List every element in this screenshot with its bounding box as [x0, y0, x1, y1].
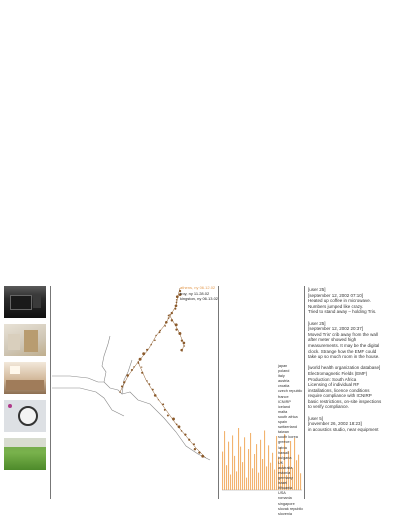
observation-log — [308, 287, 396, 438]
track-point — [146, 349, 148, 351]
track-point — [176, 299, 177, 300]
bar — [262, 459, 263, 490]
country-item[interactable]: japan — [278, 364, 288, 368]
country-item[interactable]: croatia — [278, 384, 290, 389]
country-item[interactable]: greece — [278, 440, 290, 445]
country-item[interactable]: italy — [278, 374, 285, 379]
country-item[interactable]: singapore — [278, 501, 295, 506]
track-point — [168, 315, 170, 317]
country-item[interactable]: bulgaria — [278, 455, 292, 460]
track-point — [131, 369, 133, 371]
track-point — [181, 430, 183, 432]
country-item[interactable]: USA — [278, 491, 286, 496]
track-point — [154, 394, 157, 397]
track-point — [159, 331, 161, 333]
country-item[interactable]: south africa — [278, 414, 298, 419]
legend-entry-kingston[interactable]: kingston, ny 06.13.02 — [180, 296, 219, 301]
track-point — [193, 443, 195, 445]
track-point — [158, 399, 159, 400]
map-outline — [52, 336, 210, 460]
country-item[interactable]: romania — [278, 496, 292, 501]
bar — [264, 430, 265, 490]
bar — [222, 452, 223, 490]
legend-entry-troy[interactable]: troy, ny 11.28.02 — [180, 290, 210, 296]
legend — [180, 285, 218, 302]
track-point — [188, 439, 190, 441]
country-item[interactable]: malta — [278, 409, 288, 414]
track-point — [175, 328, 177, 330]
bar — [250, 433, 251, 490]
track-point — [121, 385, 123, 387]
country-item[interactable]: australia — [278, 465, 293, 470]
country-item[interactable]: austria — [278, 379, 290, 384]
track-point — [162, 403, 164, 405]
log-entry: [user 25] [september 12, 2002 07:10] Heated up coffee in microwave. Numbers jumped like crazy. Tried to stand away – holding Tris. — [308, 287, 377, 315]
country-item[interactable]: germany — [278, 476, 293, 481]
country-item[interactable]: lithuania — [278, 486, 293, 491]
bar — [274, 470, 275, 490]
track-point — [159, 330, 161, 332]
track-point — [167, 414, 169, 416]
track-point — [165, 321, 168, 324]
bar — [256, 444, 257, 490]
track-point — [178, 425, 181, 428]
track-point — [133, 366, 134, 367]
bar — [252, 468, 253, 490]
bar — [238, 428, 239, 490]
track-point — [181, 339, 183, 341]
track-point — [174, 308, 176, 310]
legend-entry-athens[interactable]: athens, ny 06.12.02 — [180, 285, 216, 290]
track-point — [119, 392, 120, 393]
bar — [272, 453, 273, 490]
country-item[interactable]: israel — [278, 481, 288, 486]
bar — [234, 456, 235, 490]
bar — [230, 475, 231, 491]
country-item[interactable]: latvia — [278, 445, 287, 450]
track-point — [171, 319, 173, 321]
bar — [248, 449, 249, 490]
country-item[interactable]: ICNIRP — [278, 399, 291, 404]
track-point — [152, 389, 154, 391]
country-item[interactable]: iceland — [278, 404, 291, 409]
bar — [244, 437, 245, 490]
bar — [236, 471, 237, 490]
bar — [270, 463, 271, 490]
track-point — [180, 349, 182, 351]
track-point — [142, 352, 145, 355]
bar — [224, 431, 225, 490]
country-item[interactable]: france — [278, 394, 289, 399]
country-item[interactable]: czech republic — [278, 389, 303, 394]
bar — [258, 473, 259, 490]
country-item[interactable]: hawaii — [278, 450, 289, 455]
track-point — [201, 455, 204, 458]
track-point — [184, 345, 185, 346]
track-points — [119, 290, 204, 458]
track-point — [171, 312, 173, 314]
track-point — [149, 383, 151, 385]
country-item[interactable]: switzerland — [278, 425, 297, 430]
track-point — [175, 304, 178, 307]
track-point — [123, 381, 125, 383]
country-list — [278, 364, 303, 517]
country-item[interactable]: spain — [278, 420, 288, 425]
country-item[interactable]: UK — [278, 460, 284, 465]
track-point — [176, 302, 178, 304]
bar — [268, 445, 269, 490]
track-point — [164, 325, 166, 327]
track-point — [176, 295, 179, 298]
country-item[interactable]: slovak republic — [278, 506, 304, 511]
track-point — [150, 344, 152, 346]
track-point — [198, 451, 200, 453]
track-point — [139, 358, 142, 361]
track-point — [164, 409, 166, 411]
track-point — [178, 332, 181, 335]
country-item[interactable]: slovenia — [278, 511, 292, 516]
track-point — [146, 380, 147, 381]
bar — [240, 447, 241, 490]
track-point — [126, 374, 129, 377]
track-point — [175, 323, 178, 326]
track-point — [155, 335, 156, 336]
track-point — [138, 362, 140, 364]
bar — [246, 478, 247, 490]
track-point — [172, 418, 175, 421]
bar — [226, 465, 227, 490]
country-item[interactable]: taiwan — [278, 430, 289, 435]
country-item[interactable]: estonia — [278, 470, 291, 475]
bar — [276, 436, 277, 490]
track-point — [141, 366, 142, 367]
bar — [232, 435, 233, 490]
track-point — [168, 317, 170, 319]
bar — [254, 454, 255, 490]
bar — [228, 442, 229, 490]
bar — [260, 440, 261, 490]
measurement-track — [120, 288, 206, 458]
country-item[interactable]: poland — [278, 369, 290, 374]
track-point — [184, 433, 186, 435]
log-entry: [user 25] [september 12, 2002 20:37] Moved Tris' crib away from the wall after meter showed high measurements. It may be the digital clock. Strange how the EMF could take up so much room in the house. — [308, 320, 380, 360]
bar — [266, 466, 267, 490]
track-point — [141, 372, 143, 374]
country-item[interactable]: south korea — [278, 435, 298, 440]
track-point — [154, 339, 156, 341]
log-entry: [user 5] [november 26, 2002 18:23] in acoustics studio, near equipment — [308, 415, 379, 432]
bar — [242, 462, 243, 490]
log-entry: [world health organization database] Electromagnetic Fields (EMF) Production: South Africa Licensing of individual RF installations, licence conditions require compliance with ICNIRP basic restrictions, on-site inspections to verify compliance. — [308, 365, 382, 410]
track-point — [176, 424, 178, 426]
track-point — [194, 448, 196, 450]
track-point — [183, 342, 186, 345]
